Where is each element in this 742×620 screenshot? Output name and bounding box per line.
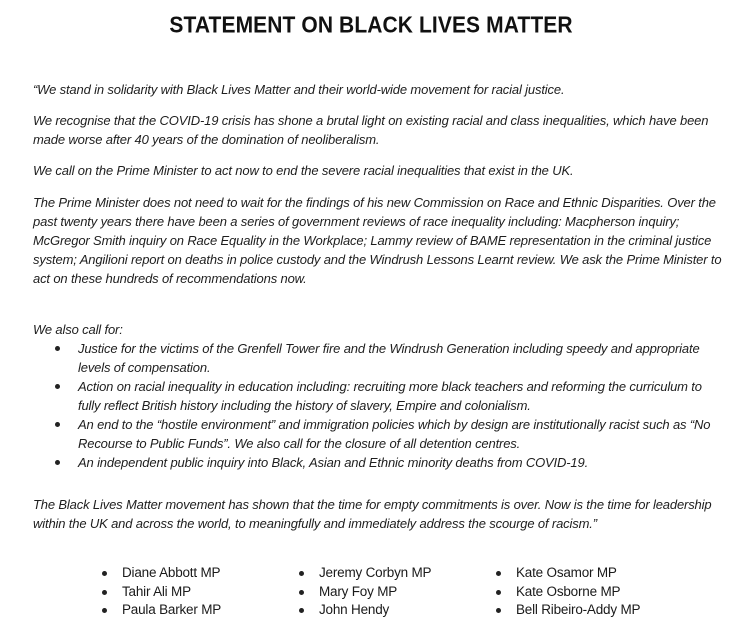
signatories-column-2: [297, 564, 431, 620]
bullet-icon: [55, 422, 60, 427]
signatory: Bell Ribeiro-Addy MP: [494, 601, 640, 620]
signatory: Kate Osborne MP: [494, 583, 640, 602]
signatory: John Hendy: [297, 601, 431, 620]
demand-text: Justice for the victims of the Grenfell Tower fire and the Windrush Generation including speedy and appropriate levels of compensation.: [78, 341, 700, 375]
demand-text: Action on racial inequality in education including: recruiting more black teachers and reforming the curriculum to fully reflect British history including the history of slavery, Empire and colonialism.: [78, 379, 702, 413]
signatories-column-1: [100, 564, 221, 620]
demand-item: [33, 339, 723, 377]
demands-list: [33, 339, 723, 472]
paragraph-covid: We recognise that the COVID-19 crisis has shone a brutal light on existing racial and class inequalities, which have been made worse after 40 years of the domination of neoliberalism.: [33, 113, 709, 147]
bullet-icon: [55, 384, 60, 389]
demand-text: An end to the “hostile environment” and immigration policies which by design are institutionally racist such as “No Recourse to Public Funds”. We also call for the closure of all detention centres.: [78, 417, 711, 451]
bullet-icon: [299, 571, 304, 576]
signatory: Kate Osamor MP: [494, 564, 640, 583]
signatory: Diane Abbott MP: [100, 564, 221, 583]
bullet-icon: [496, 608, 501, 613]
paragraph-solidarity: “We stand in solidarity with Black Lives Matter and their world-wide movement for racial justice.: [33, 82, 565, 97]
paragraph-call-pm: We call on the Prime Minister to act now to end the severe racial inequalities that exist in the UK.: [33, 163, 574, 178]
demand-text: An independent public inquiry into Black, Asian and Ethnic minority deaths from COVID-19.: [78, 455, 589, 470]
bullet-icon: [55, 460, 60, 465]
paragraph-closing: The Black Lives Matter movement has shown that the time for empty commitments is over. Now is the time for leadership within the UK and across the world, to meaningfully and immediately address the scourge of racism.”: [33, 497, 712, 531]
signatory: Mary Foy MP: [297, 583, 431, 602]
bullet-icon: [299, 590, 304, 595]
demand-item: [33, 377, 723, 415]
paragraph-also-call: We also call for:: [33, 322, 123, 337]
bullet-icon: [496, 571, 501, 576]
bullet-icon: [55, 346, 60, 351]
bullet-icon: [102, 608, 107, 613]
signatory: Tahir Ali MP: [100, 583, 221, 602]
demand-item: [33, 415, 723, 453]
signatories-column-3: [494, 564, 640, 620]
bullet-icon: [299, 608, 304, 613]
statement-title: STATEMENT ON BLACK LIVES MATTER: [169, 13, 573, 38]
paragraph-reviews: The Prime Minister does not need to wait for the findings of his new Commission on Race and Ethnic Disparities. Over the past twenty years there have been a series of government reviews of race inequality including: Macpherson inquiry; McGregor Smith inquiry on Race Equality in the Workplace; Lammy review of BAME representation in the criminal justice system; Angilioni report on deaths in police custody and the Windrush Lessons Learnt review. We ask the Prime Minister to act on these hundreds of recommendations now.: [33, 195, 722, 286]
bullet-icon: [496, 590, 501, 595]
signatory: Paula Barker MP: [100, 601, 221, 620]
bullet-icon: [102, 571, 107, 576]
demand-item: [33, 453, 723, 472]
signatory: Jeremy Corbyn MP: [297, 564, 431, 583]
bullet-icon: [102, 590, 107, 595]
